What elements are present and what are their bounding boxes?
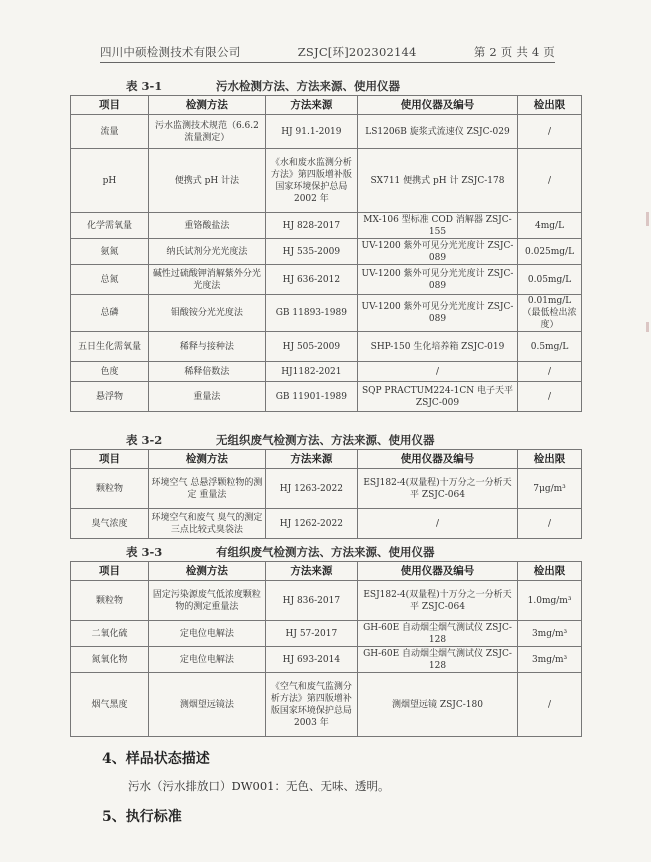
header-limit: 检出限 xyxy=(518,562,582,581)
edge-stain xyxy=(646,322,649,332)
table-row xyxy=(71,621,582,647)
page-header xyxy=(100,44,555,63)
sample-state-text: 污水（污水排放口）DW001：无色、无味、透明。 xyxy=(128,779,390,793)
header-instrument: 使用仪器及编号 xyxy=(357,450,517,469)
cell-instrument: MX-106 型标准 COD 消解器 ZSJC-155 xyxy=(357,213,517,239)
report-number: ZSJC[环]202302144 xyxy=(297,45,417,59)
cell-method: 纳氏试剂分光光度法 xyxy=(148,239,265,265)
cell-instrument: / xyxy=(357,362,517,382)
table-row xyxy=(71,362,582,382)
table-row xyxy=(71,581,582,621)
cell-item: 化学需氧量 xyxy=(71,213,149,239)
header-limit: 检出限 xyxy=(518,450,582,469)
cell-source: HJ 1263-2022 xyxy=(265,469,357,509)
table-row xyxy=(71,647,582,673)
cell-method: 钼酸铵分光光度法 xyxy=(148,295,265,332)
cell-instrument: / xyxy=(357,509,517,539)
water-methods-table xyxy=(70,95,582,412)
cell-method: 定电位电解法 xyxy=(148,647,265,673)
table-header-row xyxy=(71,450,582,469)
cell-limit: / xyxy=(518,509,582,539)
cell-item: 总磷 xyxy=(71,295,149,332)
cell-item: 二氧化硫 xyxy=(71,621,149,647)
cell-item: 悬浮物 xyxy=(71,382,149,412)
cell-limit: 3mg/m³ xyxy=(518,621,582,647)
cell-source: 《水和废水监测分析方法》第四版增补版国家环境保护总局 2002 年 xyxy=(265,149,357,213)
cell-source: GB 11901-1989 xyxy=(265,382,357,412)
cell-limit: / xyxy=(518,149,582,213)
table3-number: 表 3-3 xyxy=(126,545,163,559)
section4-heading: 4、样品状态描述 xyxy=(102,751,210,767)
cell-source: GB 11893-1989 xyxy=(265,295,357,332)
cell-source: HJ 1262-2022 xyxy=(265,509,357,539)
cell-limit: / xyxy=(518,115,582,149)
cell-instrument: UV-1200 紫外可见分光光度计 ZSJC-089 xyxy=(357,239,517,265)
cell-method: 环境空气 总悬浮颗粒物的测定 重量法 xyxy=(148,469,265,509)
cell-source: HJ 505-2009 xyxy=(265,332,357,362)
table-row xyxy=(71,382,582,412)
cell-limit: 3mg/m³ xyxy=(518,647,582,673)
table-row xyxy=(71,213,582,239)
header-source: 方法来源 xyxy=(265,450,357,469)
cell-limit: / xyxy=(518,382,582,412)
cell-method: 固定污染源废气低浓度颗粒物的测定重量法 xyxy=(148,581,265,621)
header-instrument: 使用仪器及编号 xyxy=(357,562,517,581)
cell-item: 氮氧化物 xyxy=(71,647,149,673)
header-item: 项目 xyxy=(71,450,149,469)
cell-method: 便携式 pH 计法 xyxy=(148,149,265,213)
cell-source: HJ 91.1-2019 xyxy=(265,115,357,149)
cell-item: 流量 xyxy=(71,115,149,149)
table-row xyxy=(71,149,582,213)
cell-limit: / xyxy=(518,362,582,382)
cell-item: pH xyxy=(71,149,149,213)
table2-title: 无组织废气检测方法、方法来源、使用仪器 xyxy=(216,433,435,447)
header-limit: 检出限 xyxy=(518,96,582,115)
cell-item: 色度 xyxy=(71,362,149,382)
table-row xyxy=(71,265,582,295)
cell-method: 碱性过硫酸钾消解紫外分光光度法 xyxy=(148,265,265,295)
cell-instrument: GH-60E 自动烟尘烟气测试仪 ZSJC-128 xyxy=(357,621,517,647)
cell-item: 颗粒物 xyxy=(71,581,149,621)
cell-method: 稀释倍数法 xyxy=(148,362,265,382)
cell-source: HJ 535-2009 xyxy=(265,239,357,265)
cell-item: 总氮 xyxy=(71,265,149,295)
cell-instrument: UV-1200 紫外可见分光光度计 ZSJC-089 xyxy=(357,295,517,332)
header-item: 项目 xyxy=(71,96,149,115)
section5-heading: 5、执行标准 xyxy=(102,809,182,825)
cell-method: 稀释与接种法 xyxy=(148,332,265,362)
cell-limit: 1.0mg/m³ xyxy=(518,581,582,621)
cell-method: 环境空气和废气 臭气的测定 三点比较式臭袋法 xyxy=(148,509,265,539)
cell-instrument: 测烟望远镜 ZSJC-180 xyxy=(357,673,517,737)
cell-method: 测烟望远镜法 xyxy=(148,673,265,737)
table-header-row xyxy=(71,562,582,581)
cell-item: 烟气黑度 xyxy=(71,673,149,737)
header-method: 检测方法 xyxy=(148,96,265,115)
table-row xyxy=(71,509,582,539)
cell-instrument: ESJ182-4(双量程)十万分之一分析天平 ZSJC-064 xyxy=(357,581,517,621)
table-row xyxy=(71,673,582,737)
cell-instrument: GH-60E 自动烟尘烟气测试仪 ZSJC-128 xyxy=(357,647,517,673)
header-instrument: 使用仪器及编号 xyxy=(357,96,517,115)
cell-instrument: UV-1200 紫外可见分光光度计 ZSJC-089 xyxy=(357,265,517,295)
cell-limit: / xyxy=(518,673,582,737)
company-name: 四川中硕检测技术有限公司 xyxy=(100,45,241,59)
cell-source: HJ 636-2012 xyxy=(265,265,357,295)
cell-limit: 0.01mg/L（最低检出浓度） xyxy=(518,295,582,332)
fugitive-gas-methods-table xyxy=(70,449,582,539)
cell-limit: 7μg/m³ xyxy=(518,469,582,509)
cell-source: HJ 57-2017 xyxy=(265,621,357,647)
header-source: 方法来源 xyxy=(265,96,357,115)
cell-instrument: SQP PRACTUM224-1CN 电子天平 ZSJC-009 xyxy=(357,382,517,412)
cell-source: HJ1182-2021 xyxy=(265,362,357,382)
cell-source: HJ 693-2014 xyxy=(265,647,357,673)
table1-number: 表 3-1 xyxy=(126,79,163,93)
table-row xyxy=(71,332,582,362)
header-method: 检测方法 xyxy=(148,450,265,469)
cell-limit: 0.025mg/L xyxy=(518,239,582,265)
cell-method: 重量法 xyxy=(148,382,265,412)
table-row xyxy=(71,115,582,149)
table-row xyxy=(71,469,582,509)
page-indicator: 第 2 页 共 4 页 xyxy=(473,45,555,59)
cell-source: 《空气和废气监测分析方法》第四版增补版国家环境保护总局 2003 年 xyxy=(265,673,357,737)
cell-instrument: ESJ182-4(双量程)十万分之一分析天平 ZSJC-064 xyxy=(357,469,517,509)
table3-title: 有组织废气检测方法、方法来源、使用仪器 xyxy=(216,545,435,559)
table1-title: 污水检测方法、方法来源、使用仪器 xyxy=(216,79,400,93)
cell-method: 重铬酸盐法 xyxy=(148,213,265,239)
cell-limit: 0.5mg/L xyxy=(518,332,582,362)
cell-item: 五日生化需氧量 xyxy=(71,332,149,362)
table2-number: 表 3-2 xyxy=(126,433,163,447)
stack-gas-methods-table xyxy=(70,561,582,737)
cell-limit: 0.05mg/L xyxy=(518,265,582,295)
cell-method: 污水监测技术规范（6.6.2 流量测定） xyxy=(148,115,265,149)
cell-item: 颗粒物 xyxy=(71,469,149,509)
header-source: 方法来源 xyxy=(265,562,357,581)
cell-source: HJ 836-2017 xyxy=(265,581,357,621)
header-item: 项目 xyxy=(71,562,149,581)
cell-instrument: LS1206B 旋浆式流速仪 ZSJC-029 xyxy=(357,115,517,149)
cell-source: HJ 828-2017 xyxy=(265,213,357,239)
cell-method: 定电位电解法 xyxy=(148,621,265,647)
table-header-row xyxy=(71,96,582,115)
table-row xyxy=(71,239,582,265)
cell-instrument: SHP-150 生化培养箱 ZSJC-019 xyxy=(357,332,517,362)
table-row xyxy=(71,295,582,332)
cell-item: 臭气浓度 xyxy=(71,509,149,539)
cell-instrument: SX711 便携式 pH 计 ZSJC-178 xyxy=(357,149,517,213)
header-method: 检测方法 xyxy=(148,562,265,581)
edge-stain xyxy=(646,212,649,226)
cell-item: 氨氮 xyxy=(71,239,149,265)
cell-limit: 4mg/L xyxy=(518,213,582,239)
